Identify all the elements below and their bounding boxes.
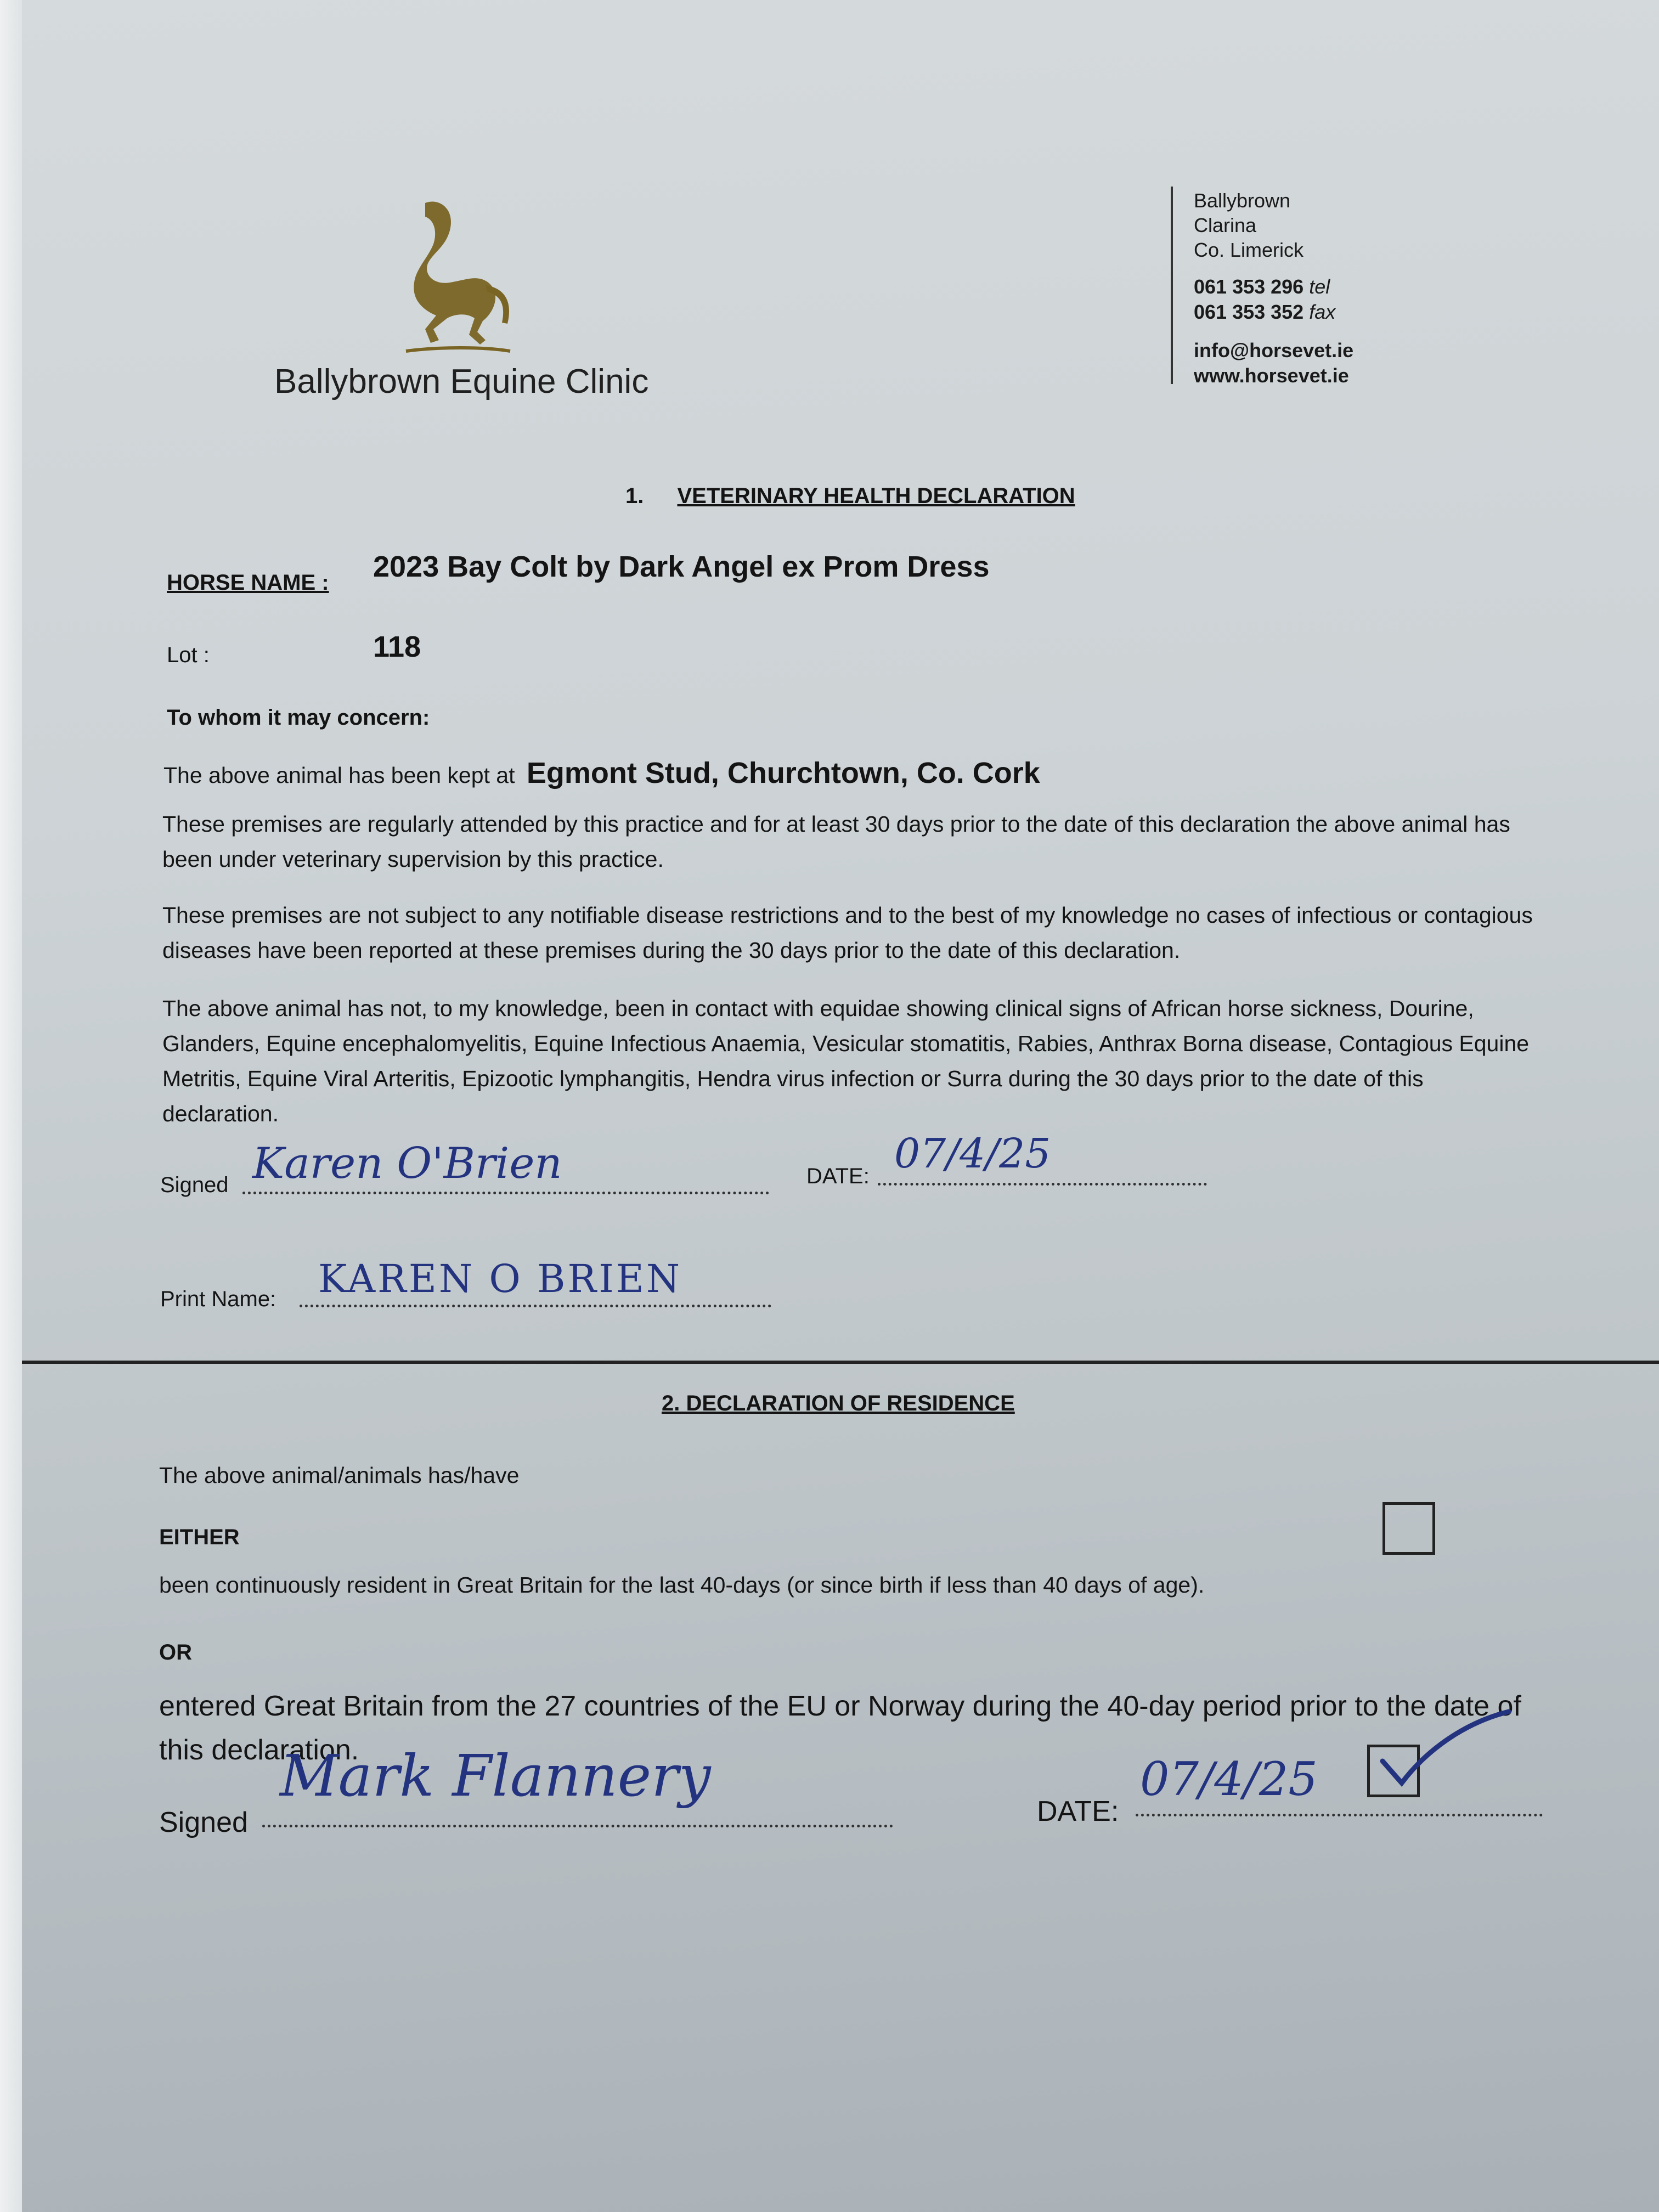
email: info@horsevet.ie xyxy=(1194,339,1354,362)
kept-at-prefix: The above animal has been kept at xyxy=(163,763,515,788)
section1-signed-label: Signed xyxy=(160,1173,229,1197)
lot-label: Lot : xyxy=(167,643,210,667)
address-line-2: Clarina xyxy=(1194,214,1257,236)
either-label: EITHER xyxy=(159,1525,240,1549)
section2-intro: The above animal/animals has/have xyxy=(159,1463,520,1488)
lot-value: 118 xyxy=(373,630,421,663)
section1-title xyxy=(625,484,1075,509)
section1-title-text: VETERINARY HEALTH DECLARATION xyxy=(677,484,1075,508)
print-name-label: Print Name: xyxy=(160,1287,276,1311)
or-label: OR xyxy=(159,1640,192,1664)
horse-name-value: 2023 Bay Colt by Dark Angel ex Prom Dress xyxy=(373,550,990,583)
kept-at-place: Egmont Stud, Churchtown, Co. Cork xyxy=(526,757,1040,789)
header-divider xyxy=(1171,187,1173,384)
print-name-line xyxy=(300,1305,771,1307)
section1-date-value: 07/4/25 xyxy=(894,1130,1051,1177)
tel-number: 061 353 296 xyxy=(1194,275,1304,298)
kept-at-line xyxy=(163,756,1040,790)
salutation: To whom it may concern: xyxy=(167,706,430,730)
section1-signature-line xyxy=(242,1192,769,1194)
tel-label: tel xyxy=(1309,275,1330,298)
section1-signature: Karen O'Brien xyxy=(252,1139,562,1188)
page-edge xyxy=(0,0,22,2212)
section2-title: 2. DECLARATION OF RESIDENCE xyxy=(662,1391,1015,1415)
paragraph-restrictions: These premises are not subject to any notifiable disease restrictions and to the best of my knowledge no cases of infectious or contagious diseases have been reported at these premises during the 30 days prior to the date of this declaration. xyxy=(162,902,1533,963)
horse-name-label: HORSE NAME : xyxy=(167,571,329,595)
print-name-value: KAREN O BRIEN xyxy=(318,1256,682,1301)
paragraph-supervision: These premises are regularly attended by this practice and for at least 30 days prior to the date of this declaration the above animal has been under veterinary supervision by this practice. xyxy=(162,811,1510,872)
tel-line xyxy=(1194,275,1330,298)
horse-logo-icon xyxy=(373,192,538,357)
option1-text: been continuously resident in Great Britain for the last 40-days (or since birth if less than 40 days of age). xyxy=(159,1572,1205,1598)
website: www.horsevet.ie xyxy=(1194,364,1349,387)
section2-date-label: DATE: xyxy=(1037,1796,1119,1827)
option1-checkbox[interactable] xyxy=(1383,1502,1435,1555)
address-line-3: Co. Limerick xyxy=(1194,239,1304,261)
section2-signed-label: Signed xyxy=(159,1807,248,1838)
document-page xyxy=(22,0,1659,2212)
fax-line xyxy=(1194,301,1335,324)
checkmark-icon xyxy=(1377,1701,1520,1794)
fax-label: fax xyxy=(1309,301,1336,323)
section1-number: 1. xyxy=(625,484,644,508)
section-divider xyxy=(22,1361,1659,1364)
section2-signature: Mark Flannery xyxy=(280,1742,711,1809)
section1-date-label: DATE: xyxy=(806,1164,870,1188)
section1-date-line xyxy=(878,1183,1207,1186)
paragraph-contact: The above animal has not, to my knowledge, been in contact with equidae showing clinical signs of African horse sickness, Dourine, Glanders, Equine encephalomyelitis, Equine Infectious Anaemia, Vesicular stomatitis, Rabies, Anthrax Borna disease, Contagious Equine Metritis, Equine Viral Arteritis, Epizootic lymphangitis, Hendra virus infection or Surra during the 30 days prior to the date of this declaration. xyxy=(162,996,1530,1126)
section2-signature-line xyxy=(262,1825,893,1827)
option2-text: entered Great Britain from the 27 countries of the EU or Norway during the 40-day period prior to the date of this declaration. xyxy=(159,1690,1521,1766)
fax-number: 061 353 352 xyxy=(1194,301,1304,323)
section2-date-line xyxy=(1136,1814,1543,1816)
clinic-name: Ballybrown Equine Clinic xyxy=(274,363,649,400)
section2-date-value: 07/4/25 xyxy=(1140,1752,1318,1806)
address-line-1: Ballybrown xyxy=(1194,189,1291,212)
